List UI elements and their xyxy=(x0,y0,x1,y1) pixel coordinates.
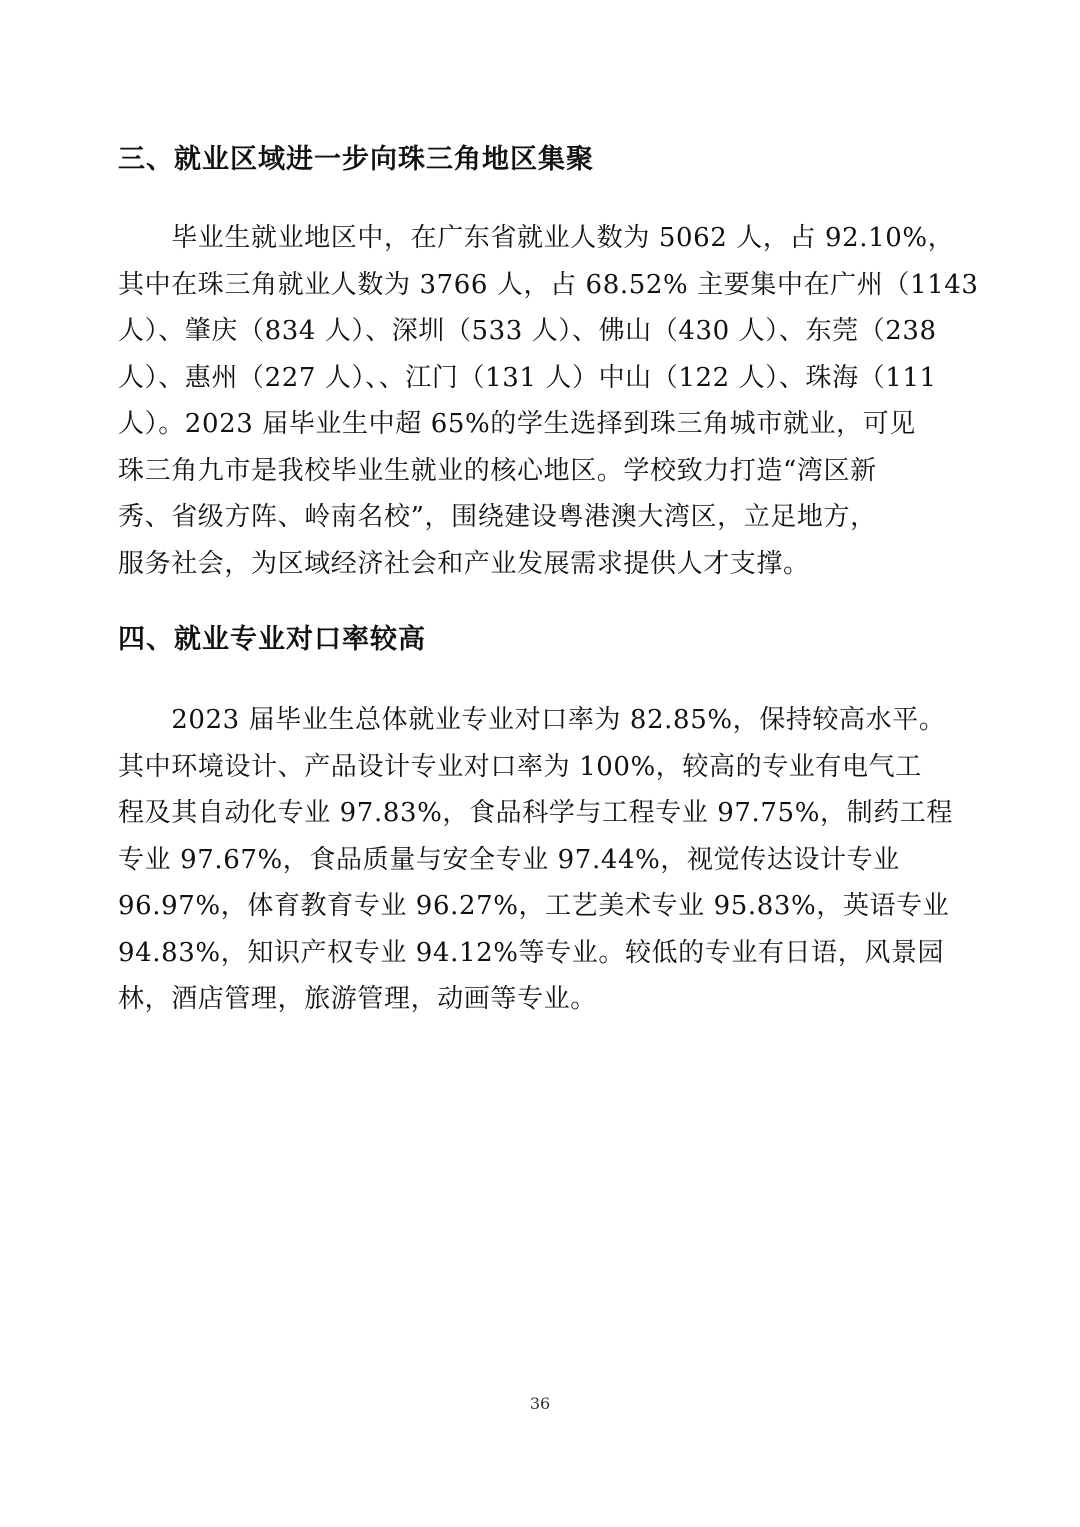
paragraph-line: 94.83%，知识产权专业 94.12%等专业。较低的专业有日语，风景园 xyxy=(118,937,945,968)
paragraph-line: 其中环境设计、产品设计专业对口率为 100%，较高的专业有电气工 xyxy=(118,751,922,782)
section-heading-major-match-rate: 四、就业专业对口率较高 xyxy=(118,624,426,655)
paragraph-line: 人）。2023 届毕业生中超 65%的学生选择到珠三角城市就业，可见 xyxy=(118,409,916,439)
section-heading-employment-region: 三、就业区域进一步向珠三角地区集聚 xyxy=(118,144,594,175)
paragraph-major-match-rate xyxy=(118,697,968,1023)
paragraph-line: 秀、省级方阵、岭南名校”，围绕建设粤港澳大湾区，立足地方， xyxy=(118,502,877,532)
paragraph-employment-region xyxy=(118,215,979,587)
paragraph-line: 林，酒店管理，旅游管理，动画等专业。 xyxy=(118,984,597,1014)
paragraph-line: 96.97%，体育教育专业 96.27%，工艺美术专业 95.83%，英语专业 xyxy=(118,891,950,921)
paragraph-line: 2023 届毕业生总体就业专业对口率为 82.85%，保持较高水平。 xyxy=(118,705,946,735)
paragraph-line: 专业 97.67%，食品质量与安全专业 97.44%，视觉传达设计专业 xyxy=(118,844,900,875)
paragraph-line: 人）、肇庆（834 人）、深圳（533 人）、佛山（430 人）、东莞（238 xyxy=(118,316,937,346)
paragraph-line: 程及其自动化专业 97.83%，食品科学与工程专业 97.75%，制药工程 xyxy=(118,798,954,828)
paragraph-line: 其中在珠三角就业人数为 3766 人，占 68.52% 主要集中在广州（1143 xyxy=(118,269,979,300)
paragraph-line: 珠三角九市是我校毕业生就业的核心地区。学校致力打造“湾区新 xyxy=(118,455,877,486)
paragraph-line: 毕业生就业地区中，在广东省就业人数为 5062 人，占 92.10%， xyxy=(118,223,955,253)
page-number: 36 xyxy=(529,1394,551,1413)
paragraph-line: 人）、惠州（227 人）、、江门（131 人）中山（122 人）、珠海（111 xyxy=(118,362,937,393)
paragraph-line: 服务社会，为区域经济社会和产业发展需求提供人才支撑。 xyxy=(118,548,810,579)
